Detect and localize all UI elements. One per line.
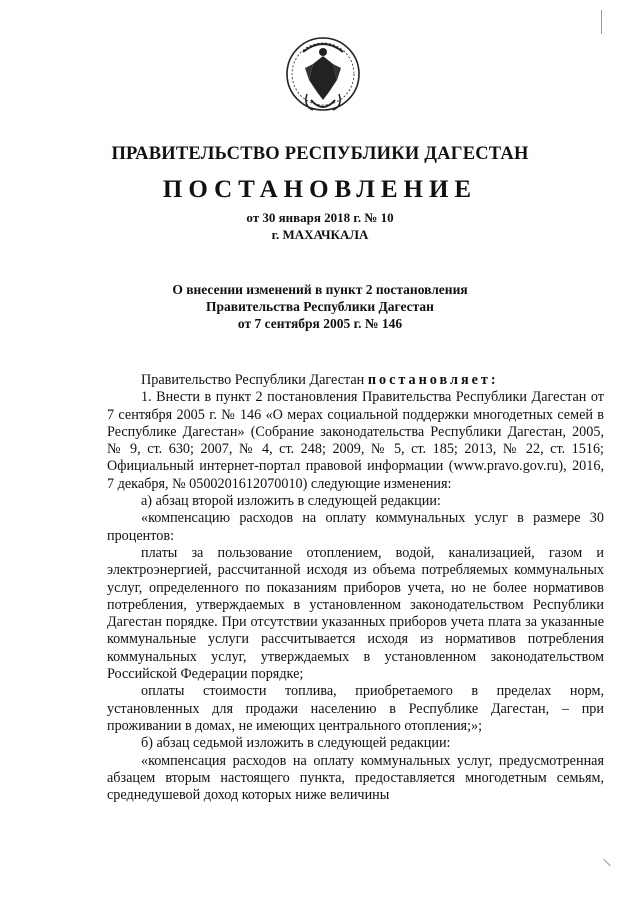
paragraph-6: б) абзац седьмой изложить в следующей редакции: [141,735,451,752]
intro-resolves: постановляет: [367,372,499,388]
paragraph-3: «компенсацию расходов на оплату коммунальных услуг в размере 30 процентов: [107,510,604,544]
document-type-title: ПОСТАНОВЛЕНИЕ [162,176,478,203]
intro-paragraph [107,372,604,389]
subject-line-1: О внесении изменений в пункт 2 постановления [172,282,468,297]
paragraph-7: «компенсация расходов на оплату коммунальных услуг, предусмотренная абзацем вторым настоящего пункта, предоставляется многодетным семьям, среднедушевой доход которых ниже величины [107,752,604,804]
scan-artifact-tick [603,859,611,867]
subject-line-2: Правительства Республики Дагестан [206,299,434,314]
government-name: ПРАВИТЕЛЬСТВО РЕСПУБЛИКИ ДАГЕСТАН [111,144,529,164]
intro-text: Правительство Республики Дагестан [141,372,368,388]
subject-line-3: от 7 сентября 2005 г. № 146 [237,316,403,331]
document-subject [150,281,490,332]
city-name: г. МАХАЧКАЛА [271,227,369,242]
paragraph-1: 1. Внести в пункт 2 постановления Правительства Республики Дагестан от 7 сентября 2005 г. № 146 «О мерах социальной поддержки многодетных семей в Республике Дагестан» (Собрание законодательства Республики Дагестан, 2005, № 9, ст. 630; 2007, № 4, ст. 248; 2009, № 5, ст. 185; 2013, № 22, ст. 1516; Официальный интернет-портал правовой информации (www.pravo.gov.ru), 2016, 7 декабря, № 0500201612070010) следующие изменения: [107,389,604,492]
date-and-number: от 30 января 2018 г. № 10 [246,210,394,225]
paragraph-5: оплаты стоимости топлива, приобретаемого в пределах норм, установленных для продажи населению в Республике Дагестан, – при проживании в домах, не имеющих центрального отопления;»; [107,683,604,734]
paragraph-4: платы за пользование отоплением, водой, канализацией, газом и электроэнергией, рассчитанной исходя из объема потребляемых коммунальных услуг, определенного по показаниям приборов учета, но не более нормативов потребления, утверждаемых в установленном законодательством Республики Дагестан порядке. При отсутствии указанных приборов учета плата за указанные коммунальные услуги рассчитывается исходя из нормативов потребления коммунальных услуг, утверждаемых в установленном законодательством Российской Федерации порядке; [107,544,604,683]
paragraph-2: а) абзац второй изложить в следующей редакции: [141,493,441,510]
document-body [107,372,604,804]
coat-of-arms-icon [283,34,363,120]
scan-artifact-line [601,10,602,34]
